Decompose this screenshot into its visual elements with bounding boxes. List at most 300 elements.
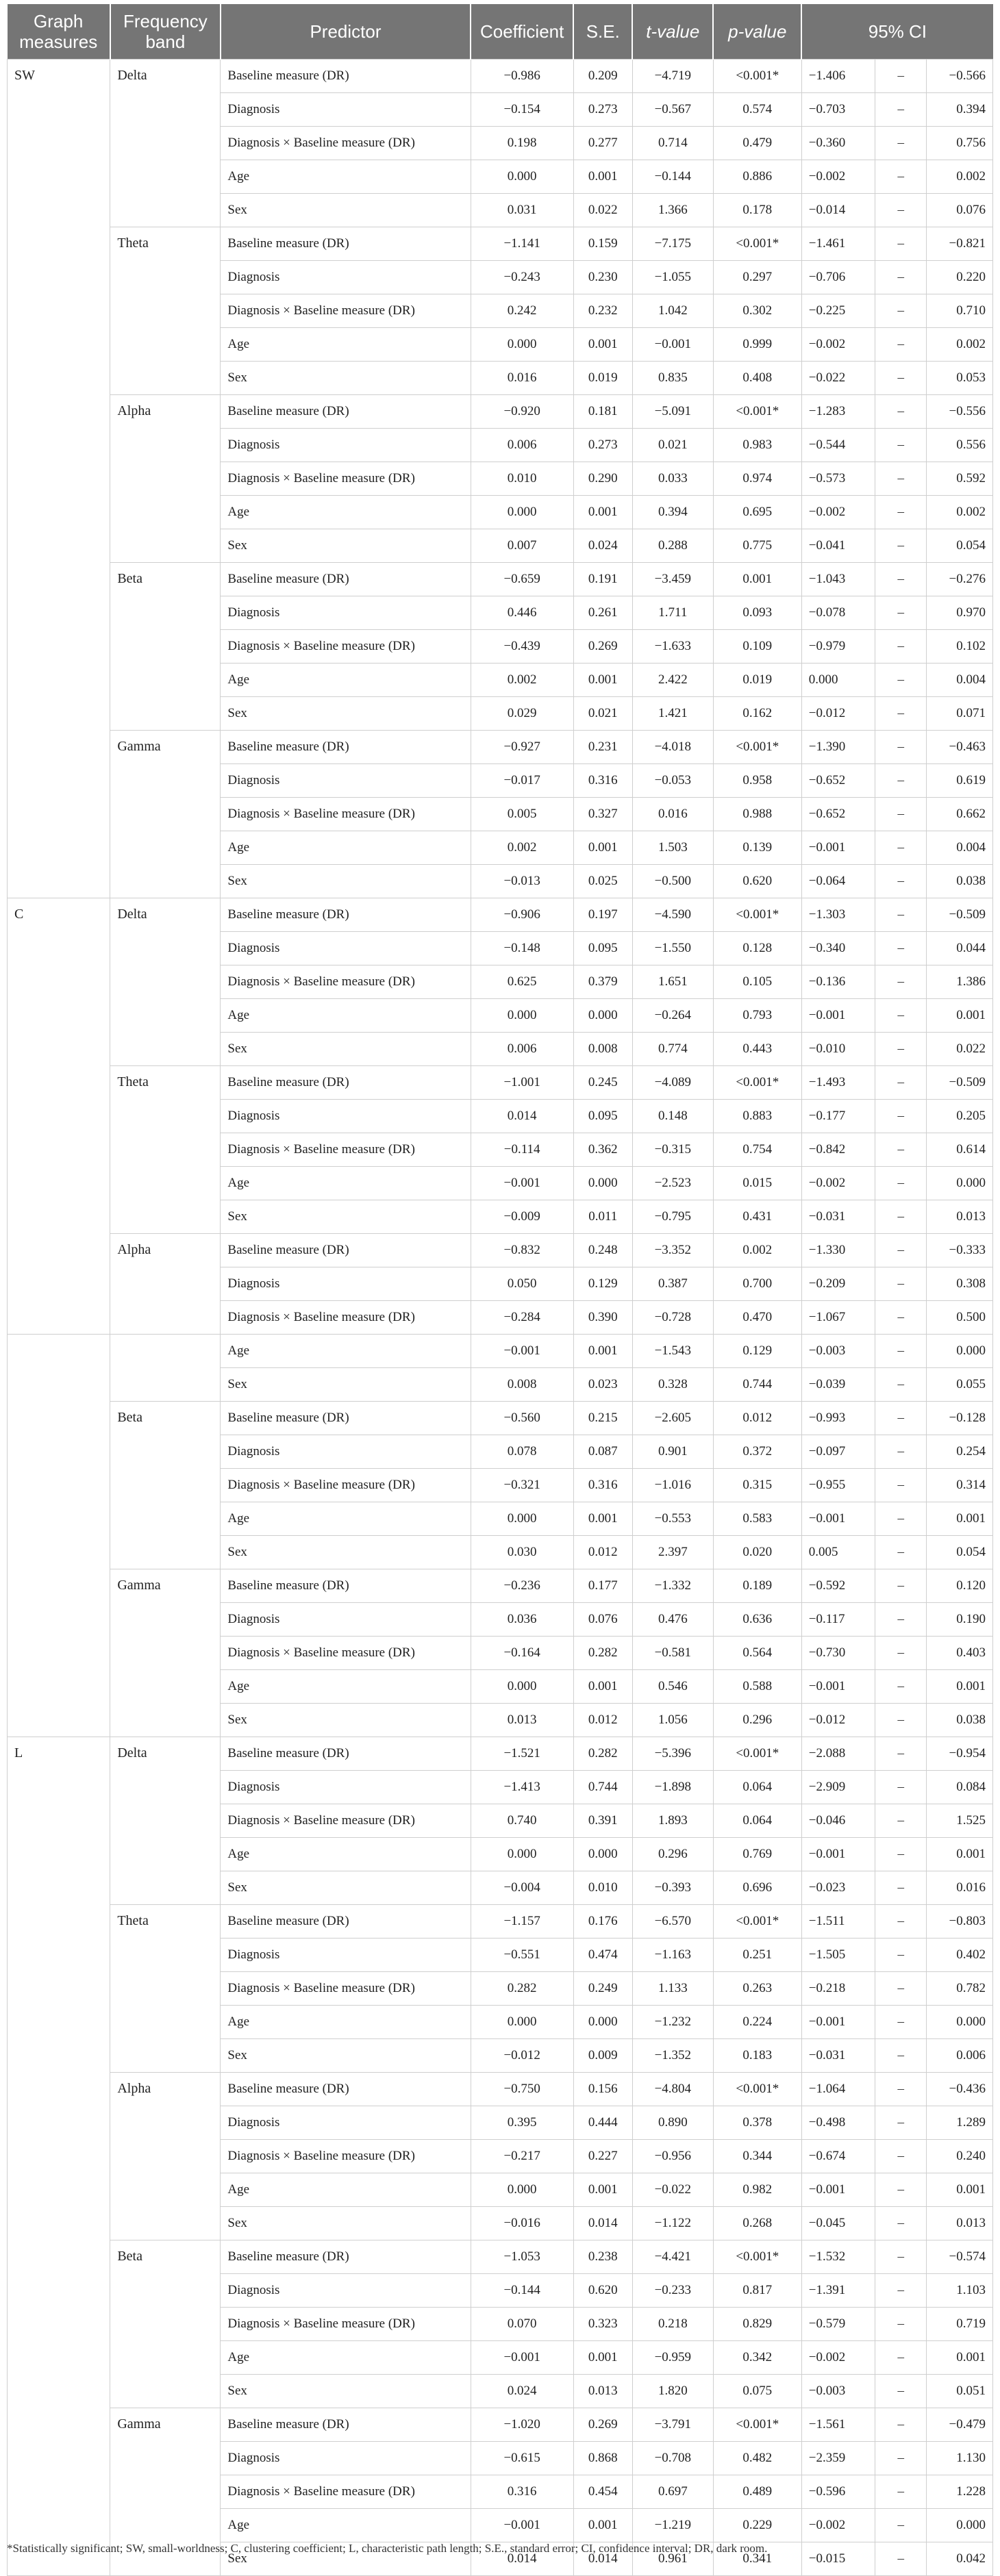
ci-lower-cell: −0.002 (801, 1167, 875, 1200)
p-value-cell: 0.620 (713, 865, 801, 898)
table-row (8, 395, 993, 429)
ci-separator: – (875, 1335, 927, 1368)
ci-upper-cell: −0.463 (927, 731, 993, 764)
p-value-cell: 0.482 (713, 2442, 801, 2475)
p-value-cell: 0.583 (713, 1502, 801, 1536)
coefficient-cell: −0.927 (471, 731, 573, 764)
predictor-cell: Sex (221, 362, 471, 395)
predictor-cell: Age (221, 328, 471, 362)
p-value-cell: 0.408 (713, 362, 801, 395)
p-value-cell: 0.695 (713, 496, 801, 529)
ci-lower-cell: −0.979 (801, 630, 875, 664)
ci-lower-cell: −1.532 (801, 2240, 875, 2274)
p-value-cell: <0.001* (713, 731, 801, 764)
coefficient-cell: −0.009 (471, 1200, 573, 1234)
t-value-cell: 0.021 (632, 429, 713, 462)
ci-upper-cell: 0.004 (927, 831, 993, 865)
p-value-cell: 0.775 (713, 529, 801, 563)
coefficient-cell: 0.000 (471, 1838, 573, 1871)
p-value-cell: 0.224 (713, 2006, 801, 2039)
coefficient-cell: −0.217 (471, 2140, 573, 2173)
t-value-cell: −1.232 (632, 2006, 713, 2039)
ci-separator: – (875, 160, 927, 194)
ci-upper-cell: 0.001 (927, 999, 993, 1033)
predictor-cell: Diagnosis (221, 2106, 471, 2140)
ci-upper-cell: 0.556 (927, 429, 993, 462)
se-cell: 0.001 (573, 1335, 632, 1368)
p-value-cell: 0.372 (713, 1435, 801, 1469)
ci-separator: – (875, 2240, 927, 2274)
se-cell: 0.001 (573, 664, 632, 697)
se-cell: 0.000 (573, 1167, 632, 1200)
ci-separator: – (875, 865, 927, 898)
ci-upper-cell: 0.042 (927, 2542, 993, 2576)
se-cell: 0.391 (573, 1804, 632, 1838)
ci-lower-cell: −0.703 (801, 93, 875, 127)
p-value-cell: 0.012 (713, 1402, 801, 1435)
ci-lower-cell: −1.067 (801, 1301, 875, 1335)
ci-separator: – (875, 2408, 927, 2442)
se-cell: 0.012 (573, 1536, 632, 1569)
se-cell: 0.001 (573, 2509, 632, 2542)
predictor-cell: Baseline measure (DR) (221, 1402, 471, 1435)
ci-upper-cell: −0.128 (927, 1402, 993, 1435)
coefficient-cell: 0.000 (471, 1670, 573, 1704)
ci-separator: – (875, 1704, 927, 1737)
ci-lower-cell: 0.005 (801, 1536, 875, 1569)
ci-separator: – (875, 1670, 927, 1704)
ci-lower-cell: −1.303 (801, 898, 875, 932)
t-value-cell: −1.016 (632, 1469, 713, 1502)
p-value-cell: 0.982 (713, 2173, 801, 2207)
predictor-cell: Baseline measure (DR) (221, 2408, 471, 2442)
ci-lower-cell: −0.002 (801, 328, 875, 362)
p-value-cell: <0.001* (713, 2240, 801, 2274)
ci-upper-cell: 0.004 (927, 664, 993, 697)
predictor-cell: Sex (221, 2375, 471, 2408)
ci-separator: – (875, 1737, 927, 1771)
ci-lower-cell: −0.001 (801, 831, 875, 865)
se-cell: 0.269 (573, 2408, 632, 2442)
t-value-cell: −4.089 (632, 1066, 713, 1100)
table-row (8, 1335, 993, 1368)
p-value-cell: 0.251 (713, 1939, 801, 1972)
ci-lower-cell: −0.039 (801, 1368, 875, 1402)
predictor-cell: Sex (221, 2207, 471, 2240)
p-value-cell: 0.564 (713, 1637, 801, 1670)
header-ci: 95% CI (801, 4, 992, 60)
p-value-cell: 0.744 (713, 1368, 801, 1402)
ci-separator: – (875, 2442, 927, 2475)
ci-upper-cell: 0.102 (927, 630, 993, 664)
t-value-cell: −2.605 (632, 1402, 713, 1435)
se-cell: 0.245 (573, 1066, 632, 1100)
ci-separator: – (875, 395, 927, 429)
t-value-cell: 0.394 (632, 496, 713, 529)
table-row (8, 2240, 993, 2274)
ci-upper-cell: 0.001 (927, 1838, 993, 1871)
p-value-cell: 0.263 (713, 1972, 801, 2006)
p-value-cell: <0.001* (713, 1066, 801, 1100)
coefficient-cell: −0.144 (471, 2274, 573, 2308)
coefficient-cell: −0.001 (471, 1167, 573, 1200)
predictor-cell: Age (221, 2006, 471, 2039)
predictor-cell: Sex (221, 529, 471, 563)
ci-lower-cell: −1.561 (801, 2408, 875, 2442)
p-value-cell: 0.588 (713, 1670, 801, 1704)
predictor-cell: Diagnosis × Baseline measure (DR) (221, 1301, 471, 1335)
se-cell: 0.009 (573, 2039, 632, 2073)
p-value-cell: <0.001* (713, 2408, 801, 2442)
ci-lower-cell: −1.330 (801, 1234, 875, 1267)
ci-lower-cell: −0.003 (801, 2375, 875, 2408)
p-value-cell: 0.431 (713, 1200, 801, 1234)
coefficient-cell: −0.920 (471, 395, 573, 429)
header-predictor: Predictor (221, 4, 471, 60)
ci-upper-cell: 0.000 (927, 1167, 993, 1200)
p-value-cell: 0.296 (713, 1704, 801, 1737)
se-cell: 0.238 (573, 2240, 632, 2274)
t-value-cell: −0.708 (632, 2442, 713, 2475)
ci-lower-cell: −0.993 (801, 1402, 875, 1435)
p-value-cell: <0.001* (713, 1737, 801, 1771)
ci-separator: – (875, 2375, 927, 2408)
ci-lower-cell: −0.031 (801, 1200, 875, 1234)
ci-lower-cell: −0.652 (801, 798, 875, 831)
t-value-cell: 0.697 (632, 2475, 713, 2509)
ci-upper-cell: −0.509 (927, 898, 993, 932)
predictor-cell: Age (221, 1670, 471, 1704)
ci-upper-cell: 0.022 (927, 1033, 993, 1066)
p-value-cell: 0.344 (713, 2140, 801, 2173)
se-cell: 0.390 (573, 1301, 632, 1335)
coefficient-cell: −0.013 (471, 865, 573, 898)
ci-lower-cell: −0.706 (801, 261, 875, 294)
ci-lower-cell: −0.010 (801, 1033, 875, 1066)
ci-upper-cell: 0.084 (927, 1771, 993, 1804)
table-row (8, 60, 993, 93)
ci-lower-cell: −0.225 (801, 294, 875, 328)
ci-lower-cell: −0.573 (801, 462, 875, 496)
se-cell: 0.191 (573, 563, 632, 596)
coefficient-cell: −0.551 (471, 1939, 573, 1972)
predictor-cell: Diagnosis × Baseline measure (DR) (221, 798, 471, 831)
ci-upper-cell: 0.402 (927, 1939, 993, 1972)
t-value-cell: −4.018 (632, 731, 713, 764)
ci-lower-cell: −0.592 (801, 1569, 875, 1603)
ci-upper-cell: 0.614 (927, 1133, 993, 1167)
ci-lower-cell: −0.014 (801, 194, 875, 227)
ci-upper-cell: 0.002 (927, 160, 993, 194)
ci-lower-cell: −0.002 (801, 160, 875, 194)
se-cell: 0.227 (573, 2140, 632, 2173)
se-cell: 0.129 (573, 1267, 632, 1301)
se-cell: 0.001 (573, 2173, 632, 2207)
ci-separator: – (875, 294, 927, 328)
predictor-cell: Diagnosis (221, 1939, 471, 1972)
ci-separator: – (875, 932, 927, 965)
table-row (8, 731, 993, 764)
predictor-cell: Sex (221, 2542, 471, 2576)
se-cell: 0.023 (573, 1368, 632, 1402)
ci-lower-cell: −0.012 (801, 697, 875, 731)
se-cell: 0.014 (573, 2542, 632, 2576)
coefficient-cell: 0.014 (471, 1100, 573, 1133)
p-value-cell: 0.479 (713, 127, 801, 160)
t-value-cell: −0.581 (632, 1637, 713, 1670)
predictor-cell: Baseline measure (DR) (221, 227, 471, 261)
coefficient-cell: −1.020 (471, 2408, 573, 2442)
predictor-cell: Age (221, 1838, 471, 1871)
t-value-cell: −1.543 (632, 1335, 713, 1368)
ci-upper-cell: 0.970 (927, 596, 993, 630)
coefficient-cell: −0.154 (471, 93, 573, 127)
ci-upper-cell: 0.038 (927, 865, 993, 898)
coefficient-cell: −0.236 (471, 1569, 573, 1603)
ci-separator: – (875, 1167, 927, 1200)
t-value-cell: 2.397 (632, 1536, 713, 1569)
coefficient-cell: 0.024 (471, 2375, 573, 2408)
coefficient-cell: −0.114 (471, 1133, 573, 1167)
coefficient-cell: 0.002 (471, 664, 573, 697)
se-cell: 0.273 (573, 93, 632, 127)
coefficient-cell: 0.740 (471, 1804, 573, 1838)
frequency-band-cell: Theta (110, 1905, 221, 2073)
coefficient-cell: −0.321 (471, 1469, 573, 1502)
ci-upper-cell: 0.220 (927, 261, 993, 294)
predictor-cell: Diagnosis × Baseline measure (DR) (221, 1637, 471, 1670)
p-value-cell: <0.001* (713, 395, 801, 429)
p-value-cell: 0.109 (713, 630, 801, 664)
predictor-cell: Diagnosis × Baseline measure (DR) (221, 1972, 471, 2006)
ci-upper-cell: 0.314 (927, 1469, 993, 1502)
ci-upper-cell: 0.044 (927, 932, 993, 965)
ci-lower-cell: −0.045 (801, 2207, 875, 2240)
p-value-cell: 0.817 (713, 2274, 801, 2308)
predictor-cell: Diagnosis × Baseline measure (DR) (221, 294, 471, 328)
ci-separator: – (875, 1267, 927, 1301)
predictor-cell: Age (221, 1335, 471, 1368)
se-cell: 0.012 (573, 1704, 632, 1737)
ci-lower-cell: −2.088 (801, 1737, 875, 1771)
coefficient-cell: 0.446 (471, 596, 573, 630)
se-cell: 0.197 (573, 898, 632, 932)
ci-upper-cell: 0.001 (927, 2173, 993, 2207)
ci-upper-cell: 1.386 (927, 965, 993, 999)
frequency-band-cell: Alpha (110, 1234, 221, 1335)
ci-upper-cell: 0.394 (927, 93, 993, 127)
coefficient-cell: 0.198 (471, 127, 573, 160)
coefficient-cell: −0.986 (471, 60, 573, 93)
coefficient-cell: −1.141 (471, 227, 573, 261)
ci-separator: – (875, 2106, 927, 2140)
table-body (8, 60, 993, 2576)
predictor-cell: Baseline measure (DR) (221, 1066, 471, 1100)
ci-separator: – (875, 529, 927, 563)
predictor-cell: Diagnosis × Baseline measure (DR) (221, 630, 471, 664)
frequency-band-cell: Beta (110, 563, 221, 731)
ci-upper-cell: −0.276 (927, 563, 993, 596)
t-value-cell: 0.961 (632, 2542, 713, 2576)
se-cell: 0.362 (573, 1133, 632, 1167)
ci-upper-cell: 0.190 (927, 1603, 993, 1637)
frequency-band-cell: Gamma (110, 731, 221, 898)
coefficient-cell: −0.750 (471, 2073, 573, 2106)
ci-lower-cell: −0.015 (801, 2542, 875, 2576)
se-cell: 0.215 (573, 1402, 632, 1435)
ci-upper-cell: 0.054 (927, 529, 993, 563)
ci-separator: – (875, 1603, 927, 1637)
ci-lower-cell: −0.078 (801, 596, 875, 630)
ci-upper-cell: 1.525 (927, 1804, 993, 1838)
coefficient-cell: 0.030 (471, 1536, 573, 1569)
coefficient-cell: 0.000 (471, 2006, 573, 2039)
predictor-cell: Baseline measure (DR) (221, 1234, 471, 1267)
t-value-cell: −6.570 (632, 1905, 713, 1939)
predictor-cell: Diagnosis × Baseline measure (DR) (221, 1804, 471, 1838)
t-value-cell: 0.296 (632, 1838, 713, 1871)
ci-separator: – (875, 2039, 927, 2073)
p-value-cell: 0.696 (713, 1871, 801, 1905)
ci-lower-cell: −0.001 (801, 999, 875, 1033)
graph-measure-cell: SW (8, 60, 110, 898)
coefficient-cell: −0.906 (471, 898, 573, 932)
graph-measure-cell: C (8, 898, 110, 1335)
p-value-cell: 0.489 (713, 2475, 801, 2509)
predictor-cell: Diagnosis × Baseline measure (DR) (221, 2475, 471, 2509)
ci-lower-cell: −0.209 (801, 1267, 875, 1301)
se-cell: 0.249 (573, 1972, 632, 2006)
t-value-cell: 0.218 (632, 2308, 713, 2341)
frequency-band-cell: Alpha (110, 395, 221, 563)
ci-lower-cell: 0.000 (801, 664, 875, 697)
predictor-cell: Baseline measure (DR) (221, 395, 471, 429)
predictor-cell: Diagnosis × Baseline measure (DR) (221, 1469, 471, 1502)
ci-separator: – (875, 1066, 927, 1100)
ci-separator: – (875, 697, 927, 731)
predictor-cell: Sex (221, 697, 471, 731)
p-value-cell: 0.443 (713, 1033, 801, 1066)
se-cell: 0.454 (573, 2475, 632, 2509)
predictor-cell: Sex (221, 2039, 471, 2073)
coefficient-cell: −0.001 (471, 1335, 573, 1368)
table-row (8, 2408, 993, 2442)
ci-upper-cell: 0.000 (927, 2006, 993, 2039)
p-value-cell: 0.064 (713, 1771, 801, 1804)
t-value-cell: 1.503 (632, 831, 713, 865)
ci-separator: – (875, 999, 927, 1033)
predictor-cell: Sex (221, 1368, 471, 1402)
ci-lower-cell: −0.041 (801, 529, 875, 563)
coefficient-cell: 0.050 (471, 1267, 573, 1301)
p-value-cell: 0.315 (713, 1469, 801, 1502)
ci-separator: – (875, 93, 927, 127)
coefficient-cell: 0.005 (471, 798, 573, 831)
se-cell: 0.269 (573, 630, 632, 664)
table-row (8, 227, 993, 261)
coefficient-cell: 0.000 (471, 1502, 573, 1536)
predictor-cell: Sex (221, 1871, 471, 1905)
p-value-cell: 0.189 (713, 1569, 801, 1603)
se-cell: 0.744 (573, 1771, 632, 1804)
se-cell: 0.013 (573, 2375, 632, 2408)
p-value-cell: 0.983 (713, 429, 801, 462)
t-value-cell: 0.148 (632, 1100, 713, 1133)
ci-separator: – (875, 1469, 927, 1502)
ci-upper-cell: 0.756 (927, 127, 993, 160)
predictor-cell: Diagnosis (221, 596, 471, 630)
t-value-cell: −1.163 (632, 1939, 713, 1972)
table-row (8, 1737, 993, 1771)
coefficient-cell: 0.002 (471, 831, 573, 865)
table-row (8, 898, 993, 932)
coefficient-cell: −0.560 (471, 1402, 573, 1435)
ci-upper-cell: 0.016 (927, 1871, 993, 1905)
ci-upper-cell: −0.574 (927, 2240, 993, 2274)
table-row (8, 1066, 993, 1100)
coefficient-cell: 0.013 (471, 1704, 573, 1737)
t-value-cell: −3.352 (632, 1234, 713, 1267)
predictor-cell: Sex (221, 865, 471, 898)
t-value-cell: −1.332 (632, 1569, 713, 1603)
coefficient-cell: 0.070 (471, 2308, 573, 2341)
coefficient-cell: −1.521 (471, 1737, 573, 1771)
predictor-cell: Diagnosis (221, 1603, 471, 1637)
se-cell: 0.095 (573, 1100, 632, 1133)
t-value-cell: −4.590 (632, 898, 713, 932)
predictor-cell: Age (221, 160, 471, 194)
coefficient-cell: −1.053 (471, 2240, 573, 2274)
ci-separator: – (875, 429, 927, 462)
ci-upper-cell: 0.001 (927, 1502, 993, 1536)
coefficient-cell: 0.006 (471, 429, 573, 462)
ci-lower-cell: −1.505 (801, 1939, 875, 1972)
ci-lower-cell: −0.652 (801, 764, 875, 798)
p-value-cell: 0.974 (713, 462, 801, 496)
coefficient-cell: −1.413 (471, 1771, 573, 1804)
coefficient-cell: 0.000 (471, 2173, 573, 2207)
t-value-cell: −0.393 (632, 1871, 713, 1905)
ci-separator: – (875, 1133, 927, 1167)
t-value-cell: −1.055 (632, 261, 713, 294)
coefficient-cell: −0.148 (471, 932, 573, 965)
ci-separator: – (875, 798, 927, 831)
t-value-cell: 1.042 (632, 294, 713, 328)
p-value-cell: 0.162 (713, 697, 801, 731)
p-value-cell: 0.470 (713, 1301, 801, 1335)
predictor-cell: Diagnosis × Baseline measure (DR) (221, 2140, 471, 2173)
ci-lower-cell: −1.390 (801, 731, 875, 764)
ci-separator: – (875, 2509, 927, 2542)
predictor-cell: Diagnosis (221, 2274, 471, 2308)
p-value-cell: 0.574 (713, 93, 801, 127)
predictor-cell: Sex (221, 1704, 471, 1737)
se-cell: 0.232 (573, 294, 632, 328)
se-cell: 0.277 (573, 127, 632, 160)
ci-separator: – (875, 630, 927, 664)
ci-upper-cell: 0.001 (927, 1670, 993, 1704)
coefficient-cell: 0.242 (471, 294, 573, 328)
t-value-cell: 1.820 (632, 2375, 713, 2408)
ci-lower-cell: −0.001 (801, 2173, 875, 2207)
se-cell: 0.000 (573, 999, 632, 1033)
se-cell: 0.474 (573, 1939, 632, 1972)
coefficient-cell: 0.010 (471, 462, 573, 496)
ci-upper-cell: 0.205 (927, 1100, 993, 1133)
se-cell: 0.444 (573, 2106, 632, 2140)
coefficient-cell: 0.000 (471, 328, 573, 362)
t-value-cell: 1.133 (632, 1972, 713, 2006)
